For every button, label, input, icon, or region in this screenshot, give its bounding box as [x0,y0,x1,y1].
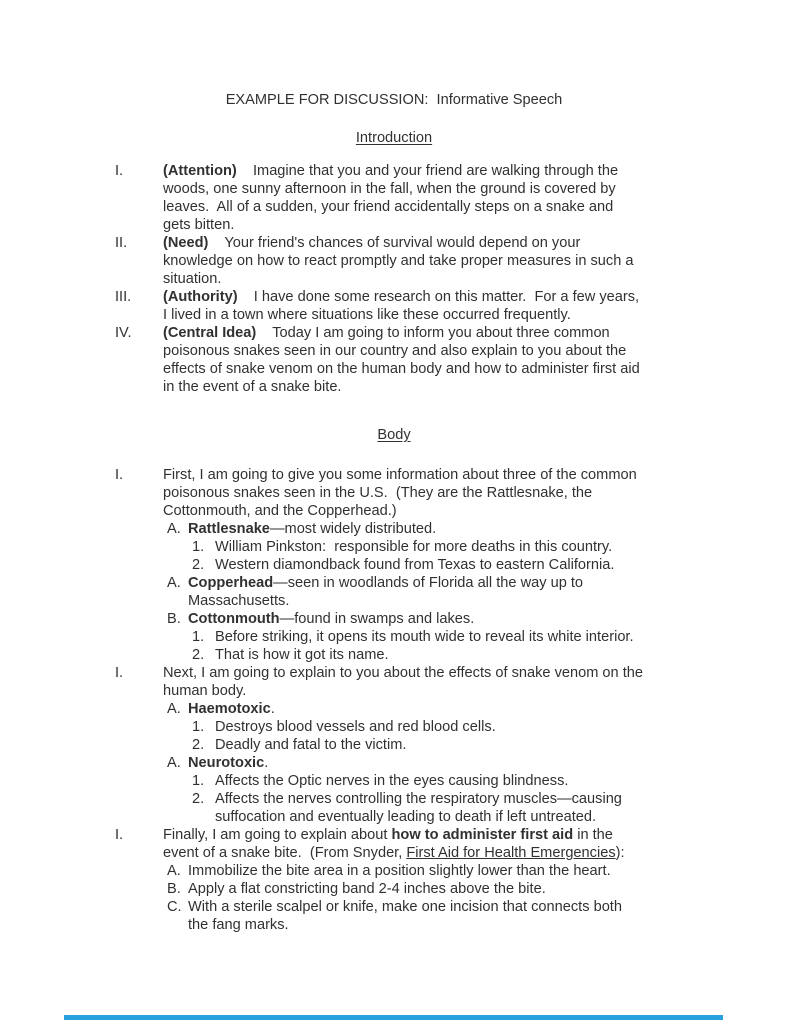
document-page [115,91,673,934]
outline-item [167,700,673,718]
text-run: in the event of a snake bite. (From Snyder, [163,827,613,861]
outline-text [163,288,639,324]
outline-marker: I. [115,163,124,179]
outline-item [192,646,673,664]
outline-text [215,538,612,556]
text-run: Next, I am going to explain to you about the effects of snake venom on the human body. [163,665,644,699]
text-run: Western diamondback found from Texas to eastern California. [215,557,615,573]
text-run: Imagine that you and your friend are walking through the woods, one sunny afternoon in the fall, when the ground is covered by leaves. All of a sudden, your friend accidentally steps on a snake and gets bitten. [163,163,619,233]
text-run: Apply a flat constricting band 2-4 inches above the bite. [188,881,546,897]
outline-item [167,898,673,934]
outline-item [192,790,673,826]
text-run: Finally, I am going to explain about [163,827,392,843]
bold-run: Cottonmouth [188,611,280,627]
outline-marker: 2. [192,737,205,753]
outline-marker: I. [115,827,124,843]
bold-run: (Need) [163,235,209,251]
outline-marker: B. [167,881,181,897]
outline-item [192,736,673,754]
outline-item [167,610,673,628]
outline-marker: A. [167,575,181,591]
text-run: . [264,755,269,771]
outline-marker: 2. [192,557,205,573]
outline-item [192,628,673,646]
text-run: First, I am going to give you some information about three of the common poisonous snakes seen in the U.S. (They are the Rattlesnake, the Cottonmouth, and the Copperhead.) [163,467,637,519]
text-run: Affects the nerves controlling the respiratory muscles—causing suffocation and eventually leading to death if left untreated. [215,791,622,825]
text-run: Your friend's chances of survival would depend on your knowledge on how to react promptly and take proper measures in such a situation. [163,235,634,287]
outline-text [215,790,622,826]
outline-text [188,754,268,772]
outline-item [167,520,673,538]
bold-run: Copperhead [188,575,274,591]
outline-item [115,324,673,396]
outline-root [115,129,673,934]
outline-text [163,162,618,234]
outline-text [188,862,611,880]
outline-item [167,754,673,772]
outline-item [115,466,673,520]
bold-run: (Central Idea) [163,325,257,341]
text-run: Immobilize the bite area in a position slightly lower than the heart. [188,863,611,879]
outline-item [192,538,673,556]
outline-text [163,466,637,520]
outline-item [167,574,673,610]
section-heading-body [115,426,673,444]
text-run: Affects the Optic nerves in the eyes causing blindness. [215,773,569,789]
outline-marker: 2. [192,647,205,663]
bold-run: how to administer first aid [391,827,574,843]
bold-run: (Authority) [163,289,238,305]
text-run: ): [615,845,625,861]
outline-marker: 1. [192,539,205,555]
text-run: Deadly and fatal to the victim. [215,737,407,753]
outline-text [163,234,634,288]
outline-item [115,234,673,288]
outline-text [188,610,474,628]
outline-marker: II. [115,235,128,251]
outline-marker: A. [167,755,181,771]
outline-text [188,574,583,610]
outline-marker: A. [167,521,181,537]
outline-text [188,520,436,538]
text-run: —most widely distributed. [269,521,437,537]
outline-text [188,898,622,934]
outline-item [115,826,673,862]
outline-marker: I. [115,467,124,483]
outline-item [115,664,673,700]
text-run: William Pinkston: responsible for more deaths in this country. [215,539,613,555]
outline-text [215,718,496,736]
section-heading-introduction [115,129,673,147]
outline-item [192,772,673,790]
text-run: Before striking, it opens its mouth wide to reveal its white interior. [215,629,634,645]
underline-run: First Aid for Health Emergencies [406,845,616,861]
outline-text [215,556,614,574]
section-heading-text: Introduction [355,130,433,146]
text-run: —seen in woodlands of Florida all the way up to Massachusetts. [188,575,584,609]
bottom-blue-bar [64,1015,723,1020]
outline-marker: 2. [192,791,205,807]
outline-item [192,718,673,736]
outline-item [115,162,673,234]
outline-text [188,880,546,898]
outline-marker: A. [167,701,181,717]
outline-text [163,664,643,700]
outline-item [167,862,673,880]
outline-text [215,736,406,754]
text-run: With a sterile scalpel or knife, make one incision that connects both the fang marks. [188,899,622,933]
outline-marker: A. [167,863,181,879]
section-heading-text: Body [377,427,411,443]
text-run: . [270,701,275,717]
bold-run: Rattlesnake [188,521,270,537]
outline-text [215,772,568,790]
outline-text [163,826,625,862]
text-run: I have done some research on this matter. For a few years, I lived in a town where situations like these occurred frequently. [163,289,640,323]
outline-marker: IV. [115,325,132,341]
outline-marker: C. [167,899,182,915]
outline-marker: III. [115,289,132,305]
text-run: That is how it got its name. [215,647,389,663]
bold-run: Haemotoxic [188,701,271,717]
bold-run: (Attention) [163,163,237,179]
text-run: —found in swamps and lakes. [279,611,475,627]
outline-marker: 1. [192,719,205,735]
bold-run: Neurotoxic [188,755,265,771]
outline-text [215,646,389,664]
outline-marker: 1. [192,773,205,789]
document-title: EXAMPLE FOR DISCUSSION: Informative Speech [225,92,563,108]
outline-item [167,880,673,898]
outline-text [163,324,640,396]
outline-marker: I. [115,665,124,681]
outline-text [215,628,634,646]
outline-item [192,556,673,574]
text-run: Today I am going to inform you about three common poisonous snakes seen in our country and also explain to you about the effects of snake venom on the human body and how to administer first aid in the event of a snake bite. [163,325,640,395]
outline-item [115,288,673,324]
outline-marker: 1. [192,629,205,645]
outline-text [188,700,275,718]
text-run: Destroys blood vessels and red blood cells. [215,719,496,735]
outline-marker: B. [167,611,181,627]
